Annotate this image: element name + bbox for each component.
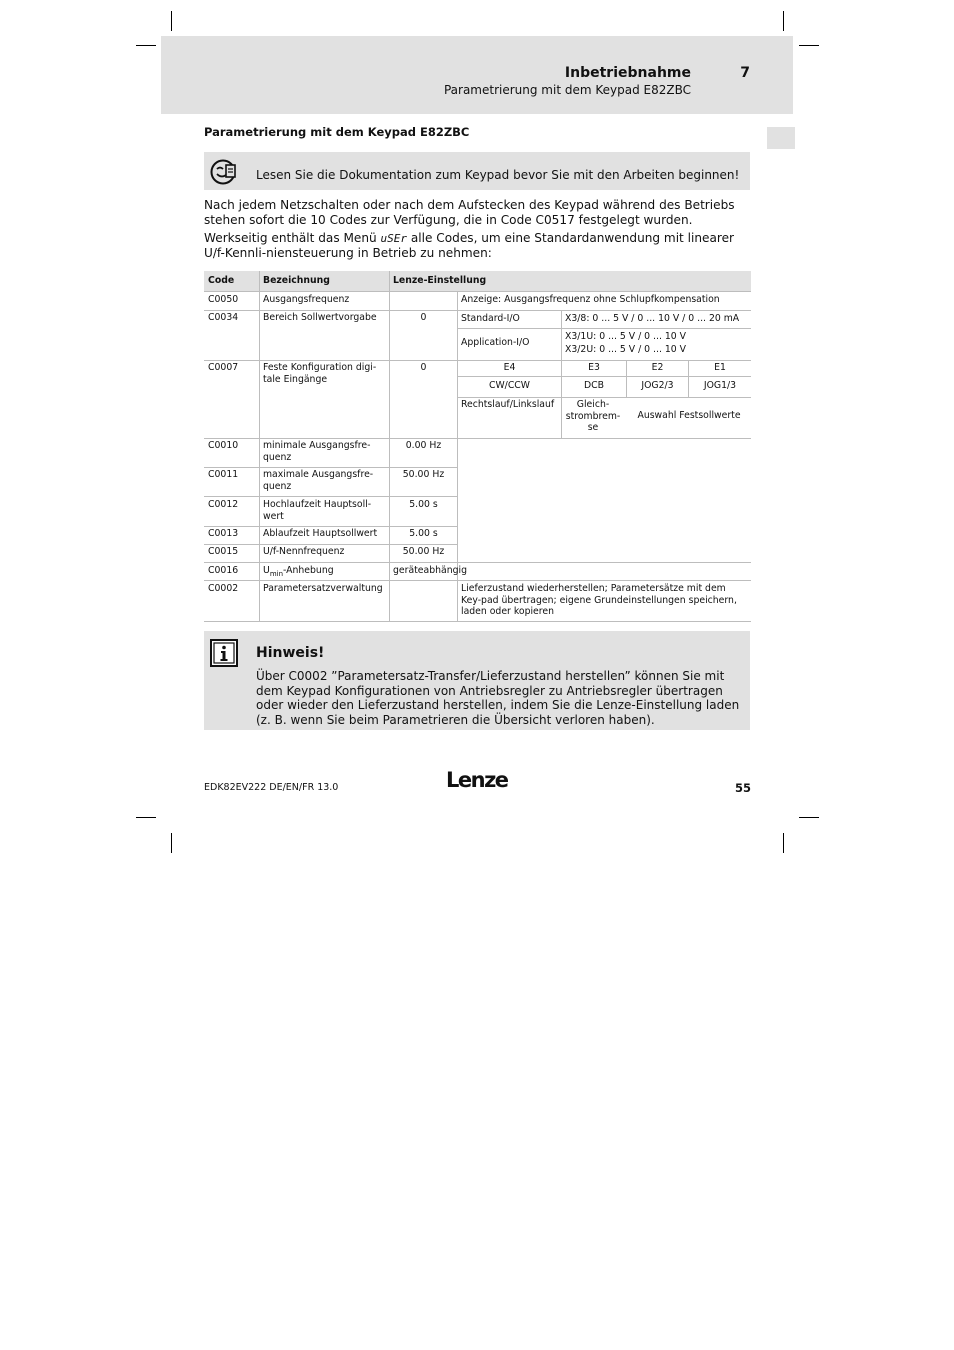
value-c0034: 0 [420, 312, 427, 323]
info-icon [210, 639, 238, 667]
read-docs-text: Lesen Sie die Dokumentation zum Keypad bevor Sie mit den Arbeiten beginnen! [256, 168, 740, 182]
function-cwccw: CW/CCW [489, 380, 530, 391]
crop-mark [799, 45, 819, 46]
name-c0050: Ausgangsfrequenz [263, 294, 350, 305]
menu-user: uSEr [380, 232, 408, 245]
intro-paragraph-2 [204, 231, 752, 261]
standard-io-label: Standard-I/O [461, 313, 520, 324]
col-header-bezeichnung: Bezeichnung [263, 275, 330, 286]
crop-mark [171, 833, 172, 853]
header-title: Inbetriebnahme [564, 65, 691, 81]
input-e4: E4 [503, 362, 516, 373]
crop-mark [171, 11, 172, 31]
crop-mark [783, 11, 784, 31]
name-c0013: Ablaufzeit Hauptsollwert [263, 528, 378, 539]
hinweis-text: Über C0002 ”Parametersatz-Transfer/Lieferzustand herstellen” können Sie mit dem Keypad Konfigurationen von Antriebsregler zu Antriebsregler übertragen oder wieder den Lieferzustand herstellen, indem Sie die Lenze-Einstellung laden (z. B. wenn Sie beim Parametrieren die Übersicht verloren haben). [256, 669, 740, 727]
crop-mark [799, 817, 819, 818]
value-c0015: 50.00 Hz [402, 546, 445, 557]
code-c0013: C0013 [208, 528, 239, 539]
read-docs-note [204, 152, 750, 190]
desc-rechtslauf: Rechtslauf/Linkslauf [461, 399, 555, 410]
page-header [161, 36, 793, 114]
code-c0011: C0011 [208, 469, 239, 480]
crop-mark [136, 45, 156, 46]
function-jog13: JOG1/3 [703, 380, 737, 391]
input-e2: E2 [651, 362, 664, 373]
name-c0034: Bereich Sollwertvorgabe [263, 312, 377, 323]
code-c0002: C0002 [208, 583, 239, 594]
function-jog23: JOG2/3 [641, 380, 674, 391]
name-c0007: Feste Konfiguration digi-tale Eingänge [263, 362, 377, 385]
note-c0050: Anzeige: Ausgangsfrequenz ohne Schlupfkompensation [461, 294, 720, 305]
hinweis-box [204, 631, 750, 730]
name-c0002: Parametersatzverwaltung [263, 583, 383, 594]
hinweis-title: Hinweis! [256, 645, 325, 661]
code-c0010: C0010 [208, 440, 239, 451]
crop-mark [136, 817, 156, 818]
application-io-value-2: X3/2U: 0 ... 5 V / 0 ... 10 V [565, 344, 687, 355]
code-c0034: C0034 [208, 312, 239, 323]
chapter-number: 7 [740, 65, 750, 81]
desc-gleichstrombremse: Gleich-strombrem-se [565, 399, 621, 433]
page-number: 55 [735, 781, 752, 795]
application-io-label: Application-I/O [461, 337, 530, 348]
crop-mark [783, 833, 784, 853]
chapter-tab [767, 127, 795, 149]
code-c0012: C0012 [208, 499, 239, 510]
code-c0050: C0050 [208, 294, 239, 305]
note-c0002: Lieferzustand wiederherstellen; Parametersätze mit dem Key-pad übertragen; eigene Grundeinstellungen speichern, laden oder kopieren [461, 583, 737, 617]
name-c0015: U/f-Nennfrequenz [263, 546, 345, 557]
name-c0016-sub: min [269, 569, 284, 578]
read-docs-icon [210, 159, 238, 185]
name-c0010: minimale Ausgangsfre-quenz [263, 440, 371, 463]
lenze-logo: Lenze [446, 768, 508, 792]
desc-festsollwerte: Auswahl Festsollwerte [637, 410, 741, 421]
name-c0011: maximale Ausgangsfre-quenz [263, 469, 374, 492]
name-c0012: Hochlaufzeit Hauptsoll-wert [263, 499, 372, 522]
col-header-code: Code [208, 275, 235, 286]
value-c0016: geräteabhängig [393, 565, 467, 576]
code-c0016: C0016 [208, 565, 239, 576]
name-c0016 [263, 565, 334, 580]
value-c0012: 5.00 s [409, 499, 438, 510]
value-c0010: 0.00 Hz [405, 440, 442, 451]
col-header-lenze: Lenze-Einstellung [393, 275, 487, 286]
intro-paragraph-1: Nach jedem Netzschalten oder nach dem Aufstecken des Keypad während des Betriebs stehen sofort die 10 Codes zur Verfügung, die in Code C0517 festgelegt wurden. [204, 198, 735, 227]
value-c0007: 0 [420, 362, 427, 373]
section-title: Parametrierung mit dem Keypad E82ZBC [204, 125, 470, 139]
value-c0013: 5.00 s [409, 528, 438, 539]
code-c0007: C0007 [208, 362, 239, 373]
code-c0015: C0015 [208, 546, 239, 557]
paragraph-text: alle Codes, um eine Standardanwendung mit linearer U/f-Kennli-niensteuerung in Betrieb zu nehmen: [204, 231, 734, 260]
doc-id: EDK82EV222 DE/EN/FR 13.0 [204, 782, 339, 793]
standard-io-value: X3/8: 0 ... 5 V / 0 ... 10 V / 0 ... 20 mA [565, 313, 740, 324]
paragraph-text: Werkseitig enthält das Menü [204, 231, 381, 245]
header-subtitle: Parametrierung mit dem Keypad E82ZBC [443, 83, 691, 97]
name-c0016-u: U [263, 565, 270, 576]
input-e3: E3 [588, 362, 600, 373]
input-e1: E1 [714, 362, 726, 373]
value-c0011: 50.00 Hz [402, 469, 445, 480]
application-io-value-1: X3/1U: 0 ... 5 V / 0 ... 10 V [565, 331, 687, 342]
name-c0016-rest: -Anhebung [283, 565, 334, 576]
function-dcb: DCB [583, 380, 605, 391]
